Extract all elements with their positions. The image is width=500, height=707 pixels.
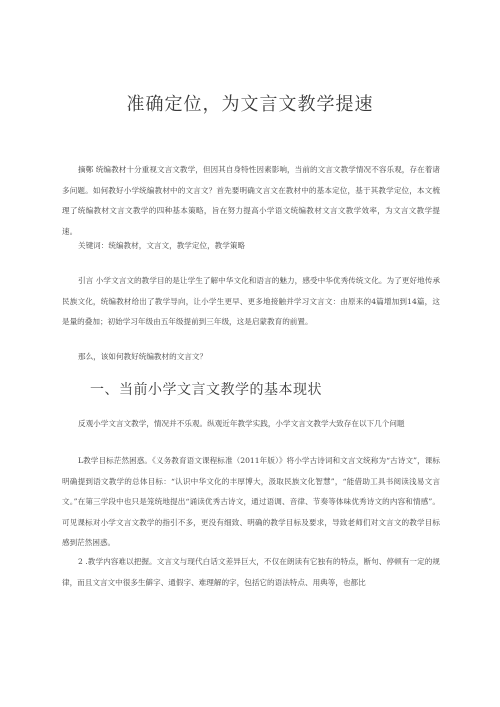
section-heading: 一、当前小学文言文教学的基本现状 <box>90 382 322 398</box>
abstract-paragraph: 摘鄭 统编教材十分重视文言文教学，但因其自身特性因素影响，当前的文言文教学情况不容乐观，存在着诸多问题。如何教好小学统编教材中的文言文？首先要明确文言文在教材中的基本定位，基于其教学定位，本文梳理了统编教材文言文教学的四种基本策略，旨在努力提高小学语文统编教材文言文教学效率，为文言文教学提速。 <box>62 165 440 236</box>
point-2-paragraph: 2 .教学内容难以把握。文言文与现代白话文差异巨大，不仅在朗读有它独有的特点，断句、停顿有一定的规律，而且文言文中很多生僻字、通假字、难理解的字，包括它的语法特点、用典等，也都比 <box>62 557 440 587</box>
question-paragraph: 那么，该如何教好统编教材的文言文？ <box>78 352 208 361</box>
page-title: 准确定位，为文言文教学提速 <box>126 94 374 115</box>
point-1-paragraph: L教学目标茫然困惑。《义务教育语文课程标准（2011年版）》将小学古诗词和文言文统称为“古诗文”，课标明确提到语文教学的总体目标：“认识中华文化的丰厚博大，汲取民族文化智慧”，“能借助工具书阅读浅易文言文。”在第三学段中也只是笼统地提出“诵读优秀古诗文，通过语调、音律、节奏等体味优秀诗文的内容和情感”。可见课标对小学文言文教学的指引不多，更没有细致、明确的教学目标及要求，导致老师们对文言文的教学目标感到茫然困惑。 <box>62 456 440 547</box>
keywords-paragraph: 关键词：统编教材，文言文，教学定位，教学策略 <box>78 241 246 250</box>
section-intro-paragraph: 反观小学文言文教学，情况并不乐观。纵观近年教学实践，小学文言文教学大致存在以下几个问题 <box>78 419 405 428</box>
intro-paragraph: 引言 小学文言文的教学目的是让学生了解中华文化和语言的魅力，感受中华优秀传统文化。为了更好地传承民族文化，统编教材给出了教学导向，让小学生更早、更多地接触并学习文言文：由原来的4篇增加到14篇，这是量的叠加；初始学习年级由五年级提前到三年级，这是启蒙教育的前置。 <box>62 276 440 326</box>
